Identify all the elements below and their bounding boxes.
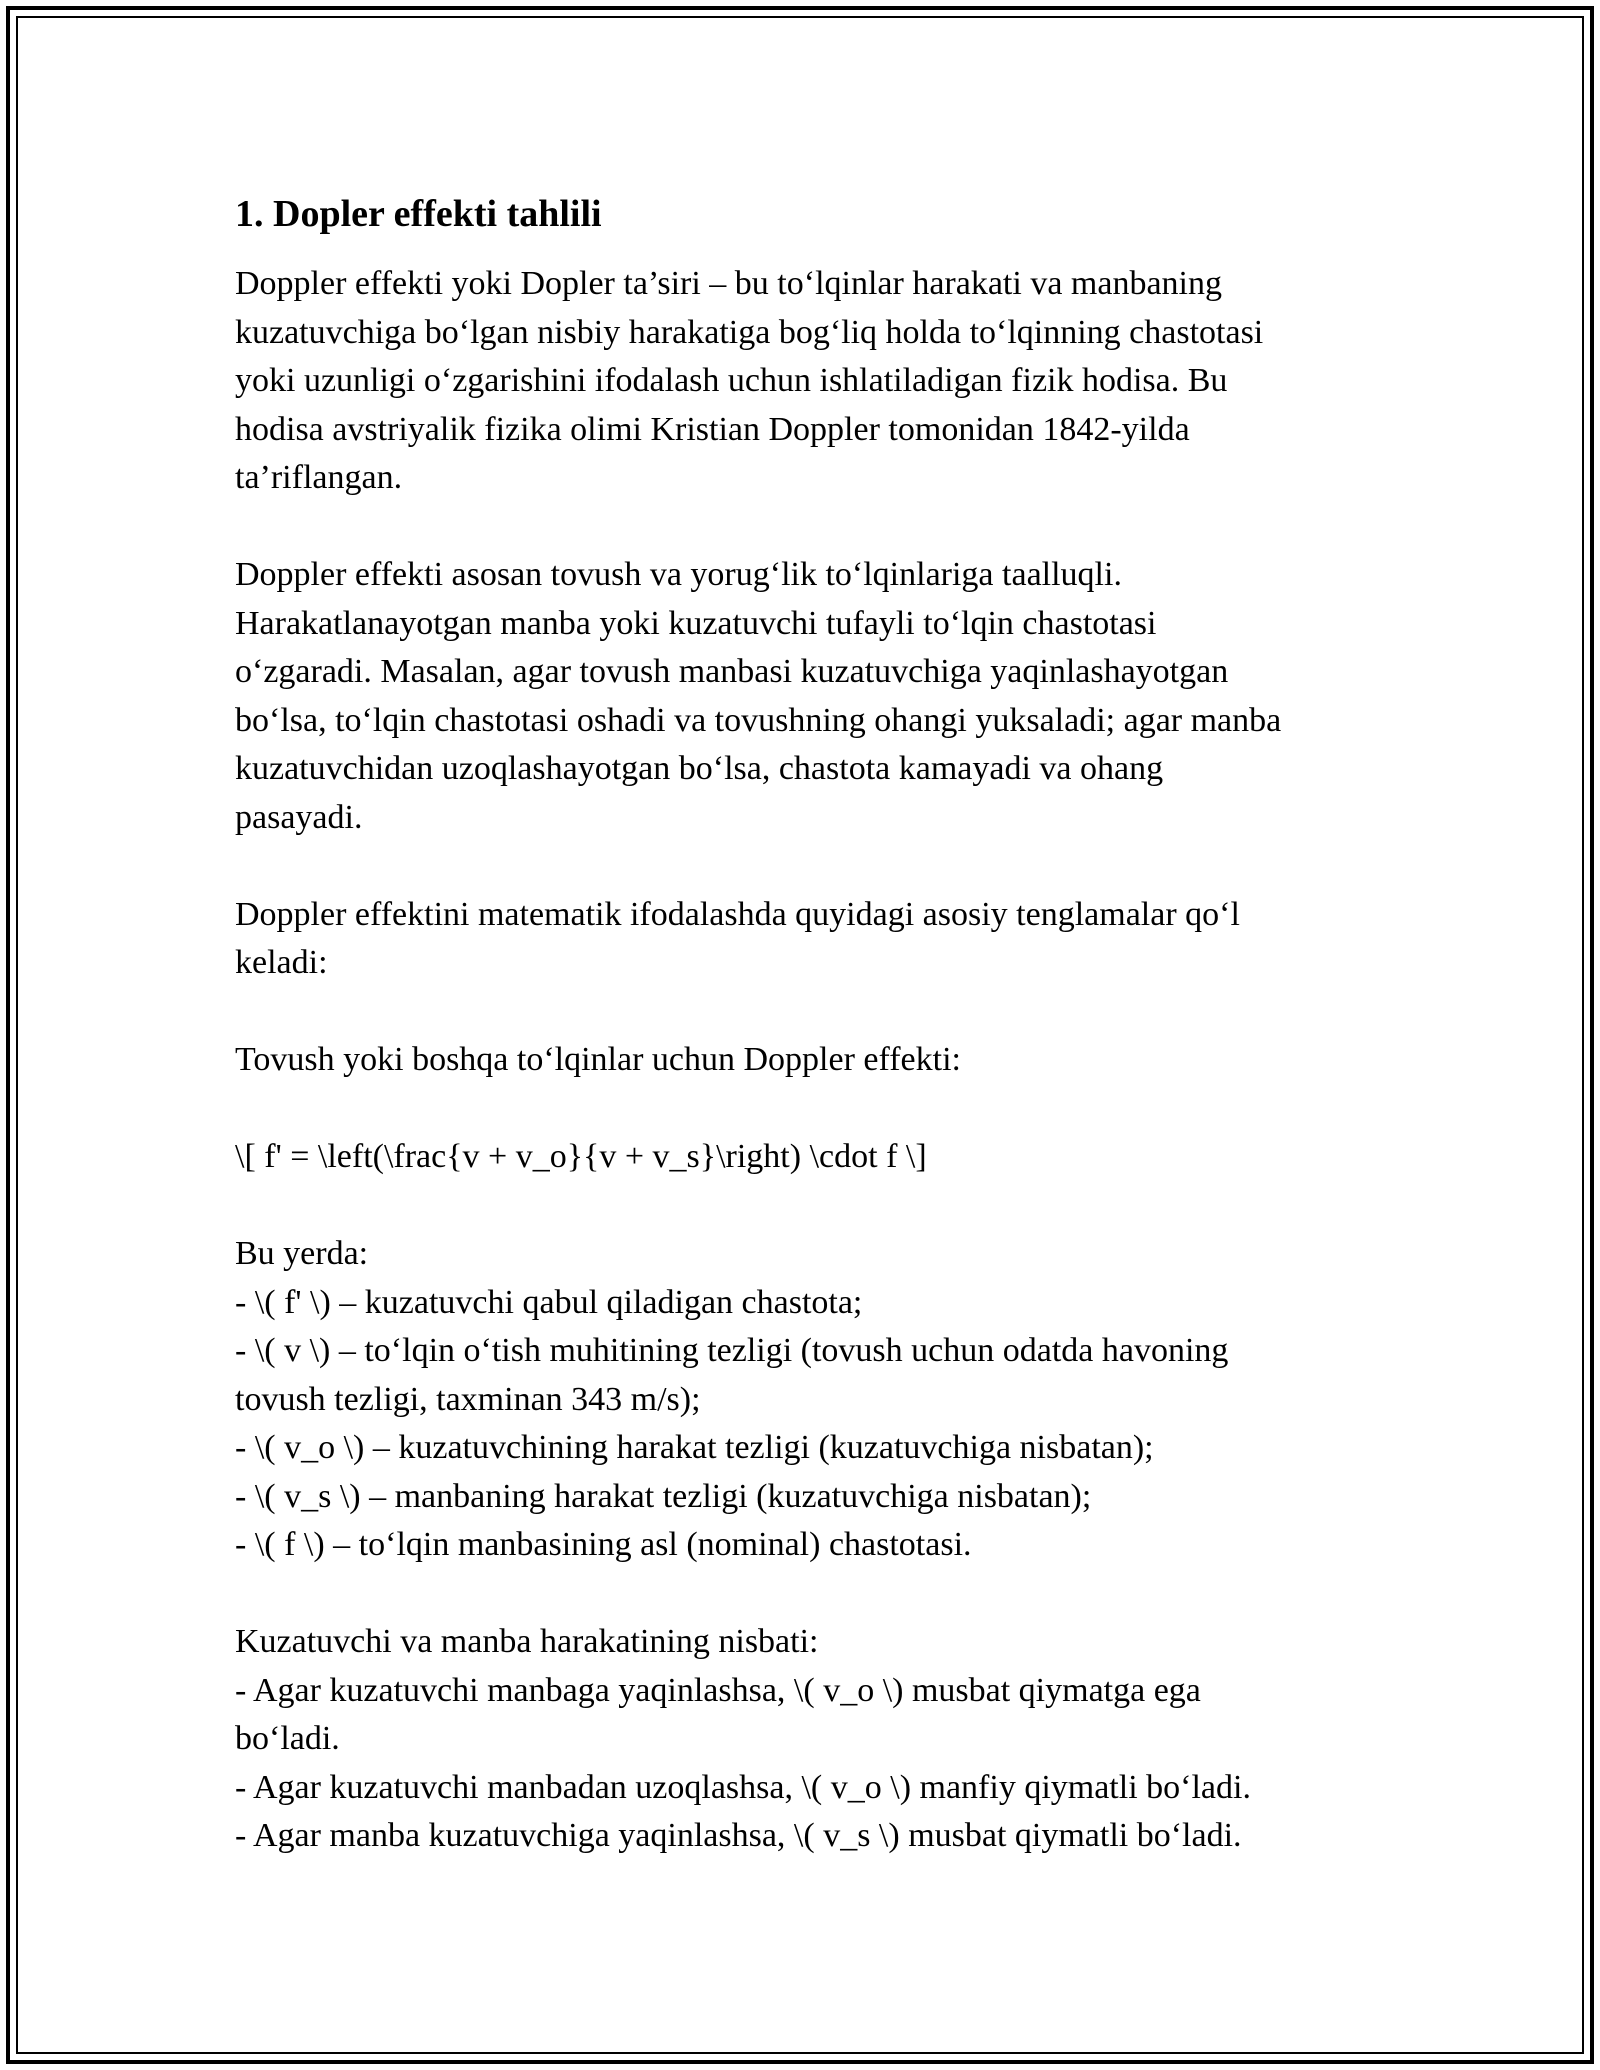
paragraph-gap xyxy=(235,1085,1385,1134)
paragraph-gap xyxy=(235,1182,1385,1231)
paragraph-formula-caption: Tovush yoki boshqa to‘lqinlar uchun Doppler effekti: xyxy=(235,1041,961,1078)
section-title: 1. Dopler effekti tahlili xyxy=(235,193,602,235)
document-body xyxy=(235,182,1385,1861)
paragraph-gap xyxy=(235,1570,1385,1619)
paragraph-explanation: Doppler effekti asosan tovush va yorug‘lik to‘lqinlariga taalluqli. Harakatlanayotgan manba yoki kuzatuvchi tufayli to‘lqin chastotasi o‘zgaradi. Masalan, agar tovush manbasi kuzatuvchiga yaqinlashayotgan bo‘lsa, to‘lqin chastotasi oshadi va tovushning ohangi yuksaladi; agar manba kuzatuvchidan uzoqlashayotgan bo‘lsa, chastota kamayadi va ohang pasayadi. xyxy=(235,556,1282,836)
paragraph-gap xyxy=(235,842,1385,891)
motion-sign-rules-list: Kuzatuvchi va manba harakatining nisbati: - Agar kuzatuvchi manbaga yaqinlashsa, \( v_o \) musbat qiymatga ega bo‘ladi. - Agar kuzatuvchi manbadan uzoqlashsa, \( v_o \) manfiy qiymatli bo‘ladi. - Agar manba kuzatuvchiga yaqinlashsa, \( v_s \) musbat qiymatli bo‘ladi. xyxy=(235,1623,1251,1854)
paragraph-equations-intro: Doppler effektini matematik ifodalashda quyidagi asosiy tenglamalar qo‘l keladi: xyxy=(235,895,1240,981)
paragraph-gap xyxy=(235,503,1385,552)
paragraph-gap xyxy=(235,988,1385,1037)
doppler-formula: \[ f' = \left(\frac{v + v_o}{v + v_s}\right) \cdot f \] xyxy=(235,1138,927,1175)
variable-definitions-list: Bu yerda: - \( f' \) – kuzatuvchi qabul qiladigan chastota; - \( v \) – to‘lqin o‘tish muhitining tezligi (tovush uchun odatda havoning tovush tezligi, taxminan 343 m/s); - \( v_o \) – kuzatuvchining harakat tezligi (kuzatuvchiga nisbatan); - \( v_s \) – manbaning harakat tezligi (kuzatuvchiga nisbatan); - \( f \) – to‘lqin manbasining asl (nominal) chastotasi. xyxy=(235,1235,1229,1563)
title-spacing xyxy=(235,246,1385,260)
paragraph-definition: Doppler effekti yoki Dopler ta’siri – bu to‘lqinlar harakati va manbaning kuzatuvchiga bo‘lgan nisbiy harakatiga bog‘liq holda to‘lqinning chastotasi yoki uzunligi o‘zgarishini ifodalash uchun ishlatiladigan fizik hodisa. Bu hodisa avstriyalik fizika olimi Kristian Doppler tomonidan 1842-yilda ta’riflangan. xyxy=(235,265,1264,496)
